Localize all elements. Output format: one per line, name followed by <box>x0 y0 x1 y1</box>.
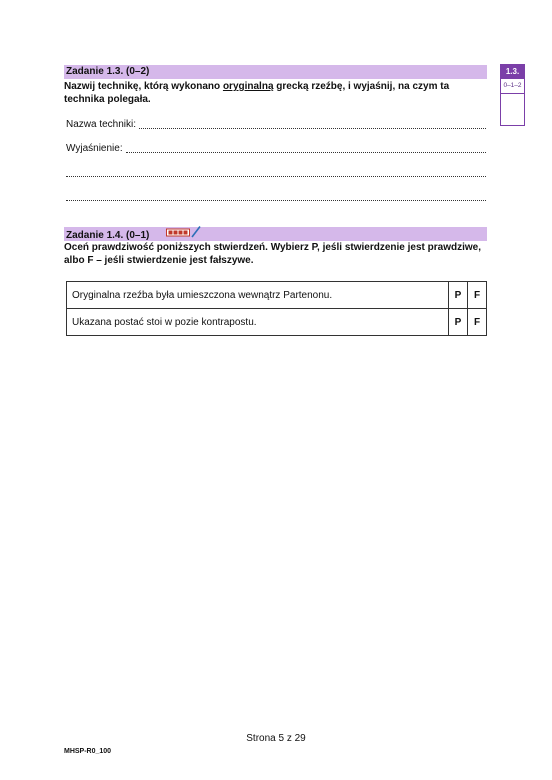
technique-label: Nazwa techniki: <box>66 119 137 130</box>
prompt-underlined: oryginalną <box>222 81 274 92</box>
dotted-line <box>139 128 486 129</box>
task-1-4-title: Zadanie 1.4. (0–1) <box>66 230 150 242</box>
task-1-3-title: Zadanie 1.3. (0–2) <box>66 66 150 77</box>
prompt-text: Nazwij technikę, którą wykonano <box>64 81 223 92</box>
exam-code: MHSP-R0_100 <box>64 748 112 755</box>
task-1-4-prompt: Oceń prawdziwość poniższych stwierdzeń. Wybierz P, jeśli stwierdzenie jest prawdziwe, albo F – jeśli stwierdzenie jest fałszywe. <box>64 242 481 266</box>
explanation-answer-line[interactable] <box>66 143 486 155</box>
page-number: Strona 5 z 29 <box>246 733 306 744</box>
option-true[interactable]: P <box>449 309 468 336</box>
task-1-3-prompt <box>64 80 484 106</box>
dotted-line <box>126 152 486 153</box>
table-row <box>67 282 487 309</box>
task-1-3-header <box>64 65 487 79</box>
prompt-text-end: grecką rzeźbę, i wyjaśnij, na czym ta technika polegała. <box>64 81 450 105</box>
option-false[interactable]: F <box>468 282 487 309</box>
true-false-table <box>66 281 487 336</box>
table-row <box>67 309 487 336</box>
score-box-number: 1.3. <box>501 65 524 79</box>
score-box <box>500 64 525 126</box>
technique-answer-line[interactable] <box>66 119 486 131</box>
explanation-answer-line-3[interactable] <box>66 191 486 203</box>
task-1-4-header <box>64 227 487 241</box>
option-false[interactable]: F <box>468 309 487 336</box>
option-true[interactable]: P <box>449 282 468 309</box>
dotted-line <box>66 176 486 177</box>
statement-cell: Oryginalna rzeźba była umieszczona wewnątrz Partenonu. <box>67 282 449 309</box>
explanation-answer-line-2[interactable] <box>66 167 486 179</box>
dotted-line <box>66 200 486 201</box>
explanation-label: Wyjaśnienie: <box>66 143 123 154</box>
statement-cell: Ukazana postać stoi w pozie kontrapostu. <box>67 309 449 336</box>
score-box-points: 0–1–2 <box>501 79 524 94</box>
